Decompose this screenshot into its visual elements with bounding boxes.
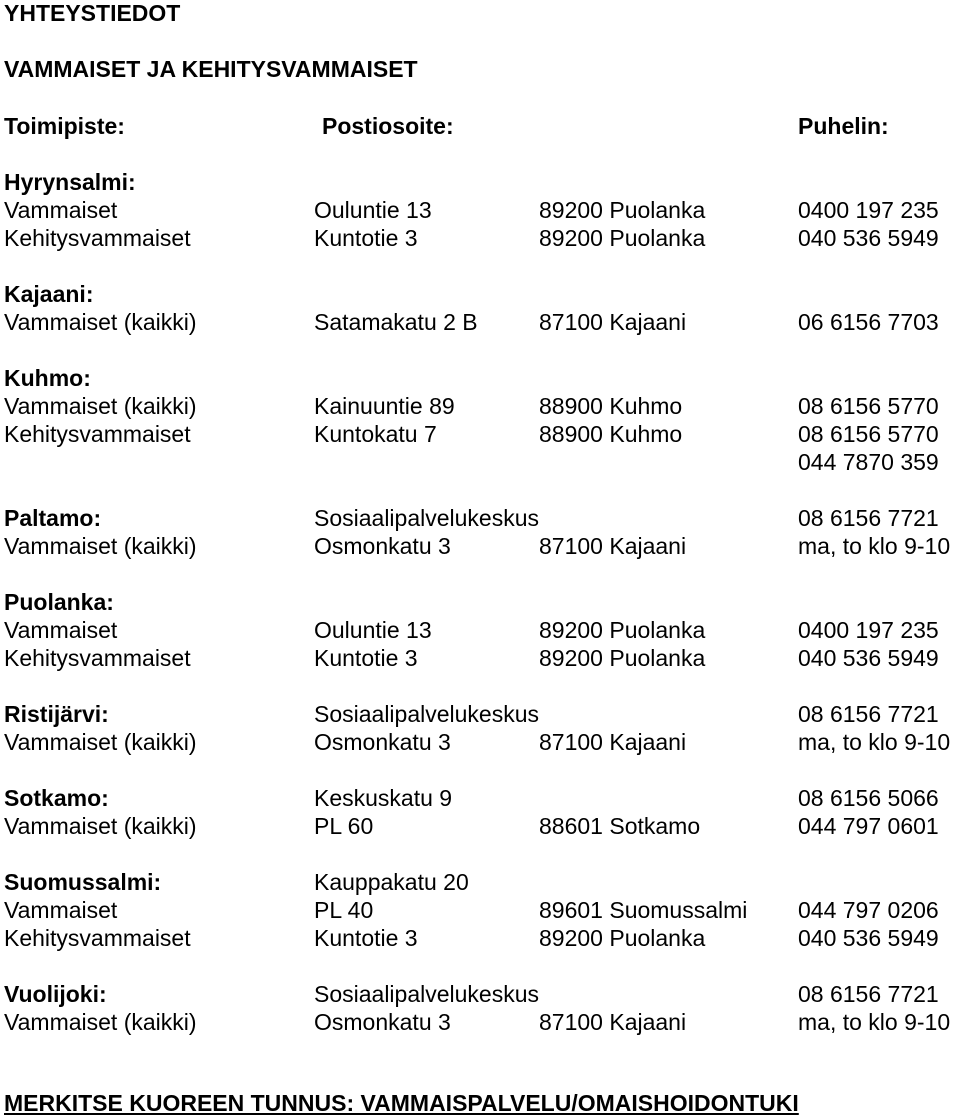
row-group: Kehitysvammaiset (4, 645, 191, 671)
row-group: Vammaiset (4, 897, 118, 923)
section-heading: Kajaani: (4, 281, 94, 307)
row-city: 87100 Kajaani (539, 309, 687, 335)
row-street: Ouluntie 13 (314, 197, 432, 223)
footer-note: MERKITSE KUOREEN TUNNUS: VAMMAISPALVELU/OMAISHOIDONTUKI (4, 1090, 799, 1116)
row-phone: 0400 197 235 (798, 617, 939, 643)
row-city: 87100 Kajaani (539, 729, 687, 755)
row-street: Kuntokatu 7 (314, 421, 437, 447)
row-city: 89601 Suomussalmi (539, 897, 748, 923)
section-heading: Ristijärvi: (4, 701, 109, 727)
row-phone: 08 6156 5770 (798, 393, 939, 419)
row-group: Vammaiset (kaikki) (4, 533, 197, 559)
section-heading: Hyrynsalmi: (4, 169, 136, 195)
section-heading: Suomussalmi: (4, 869, 162, 895)
document-subtitle: VAMMAISET JA KEHITYSVAMMAISET (4, 56, 418, 82)
row-group: Kehitysvammaiset (4, 421, 191, 447)
row-phone: ma, to klo 9-10 (798, 729, 951, 755)
row-city: 88601 Sotkamo (539, 813, 701, 839)
row-city: 87100 Kajaani (539, 533, 687, 559)
row-phone: 08 6156 5770 (798, 421, 939, 447)
section-address: Kauppakatu 20 (314, 869, 469, 895)
row-group: Vammaiset (kaikki) (4, 729, 197, 755)
row-phone: 044 7870 359 (798, 449, 939, 475)
row-group: Kehitysvammaiset (4, 925, 191, 951)
section-heading: Puolanka: (4, 589, 114, 615)
row-group: Vammaiset (4, 617, 118, 643)
section-phone: 08 6156 7721 (798, 981, 939, 1007)
row-street: Kuntotie 3 (314, 925, 418, 951)
row-street: Osmonkatu 3 (314, 533, 451, 559)
section-address: Sosiaalipalvelukeskus (314, 981, 540, 1007)
section-heading: Vuolijoki: (4, 981, 107, 1007)
row-group: Vammaiset (kaikki) (4, 309, 197, 335)
section-phone: 08 6156 7721 (798, 701, 939, 727)
row-phone: 06 6156 7703 (798, 309, 939, 335)
row-street: Satamakatu 2 B (314, 309, 478, 335)
row-group: Vammaiset (kaikki) (4, 813, 197, 839)
row-city: 88900 Kuhmo (539, 393, 683, 419)
header-address: Postiosoite: (322, 113, 454, 139)
row-street: Osmonkatu 3 (314, 729, 451, 755)
row-street: Ouluntie 13 (314, 617, 432, 643)
row-phone: 044 797 0601 (798, 813, 939, 839)
row-group: Vammaiset (kaikki) (4, 1009, 197, 1035)
row-city: 89200 Puolanka (539, 645, 706, 671)
section-phone: 08 6156 5066 (798, 785, 939, 811)
row-phone: 0400 197 235 (798, 197, 939, 223)
row-street: Kainuuntie 89 (314, 393, 455, 419)
row-city: 88900 Kuhmo (539, 421, 683, 447)
row-phone: 040 536 5949 (798, 925, 939, 951)
document-title: YHTEYSTIEDOT (4, 0, 181, 26)
section-address: Sosiaalipalvelukeskus (314, 505, 540, 531)
header-office: Toimipiste: (4, 113, 125, 139)
row-street: PL 60 (314, 813, 374, 839)
row-street: Kuntotie 3 (314, 225, 418, 251)
row-city: 89200 Puolanka (539, 197, 706, 223)
row-phone: 044 797 0206 (798, 897, 939, 923)
section-heading: Sotkamo: (4, 785, 109, 811)
row-city: 89200 Puolanka (539, 925, 706, 951)
row-phone: ma, to klo 9-10 (798, 1009, 951, 1035)
section-phone: 08 6156 7721 (798, 505, 939, 531)
row-group: Vammaiset (kaikki) (4, 393, 197, 419)
header-phone: Puhelin: (798, 113, 889, 139)
row-city: 89200 Puolanka (539, 617, 706, 643)
row-group: Kehitysvammaiset (4, 225, 191, 251)
section-heading: Kuhmo: (4, 365, 91, 391)
section-address: Sosiaalipalvelukeskus (314, 701, 540, 727)
section-heading: Paltamo: (4, 505, 102, 531)
row-phone: 040 536 5949 (798, 225, 939, 251)
row-city: 87100 Kajaani (539, 1009, 687, 1035)
row-street: Kuntotie 3 (314, 645, 418, 671)
row-group: Vammaiset (4, 197, 118, 223)
row-street: Osmonkatu 3 (314, 1009, 451, 1035)
row-city: 89200 Puolanka (539, 225, 706, 251)
row-phone: ma, to klo 9-10 (798, 533, 951, 559)
row-phone: 040 536 5949 (798, 645, 939, 671)
row-street: PL 40 (314, 897, 374, 923)
section-address: Keskuskatu 9 (314, 785, 453, 811)
